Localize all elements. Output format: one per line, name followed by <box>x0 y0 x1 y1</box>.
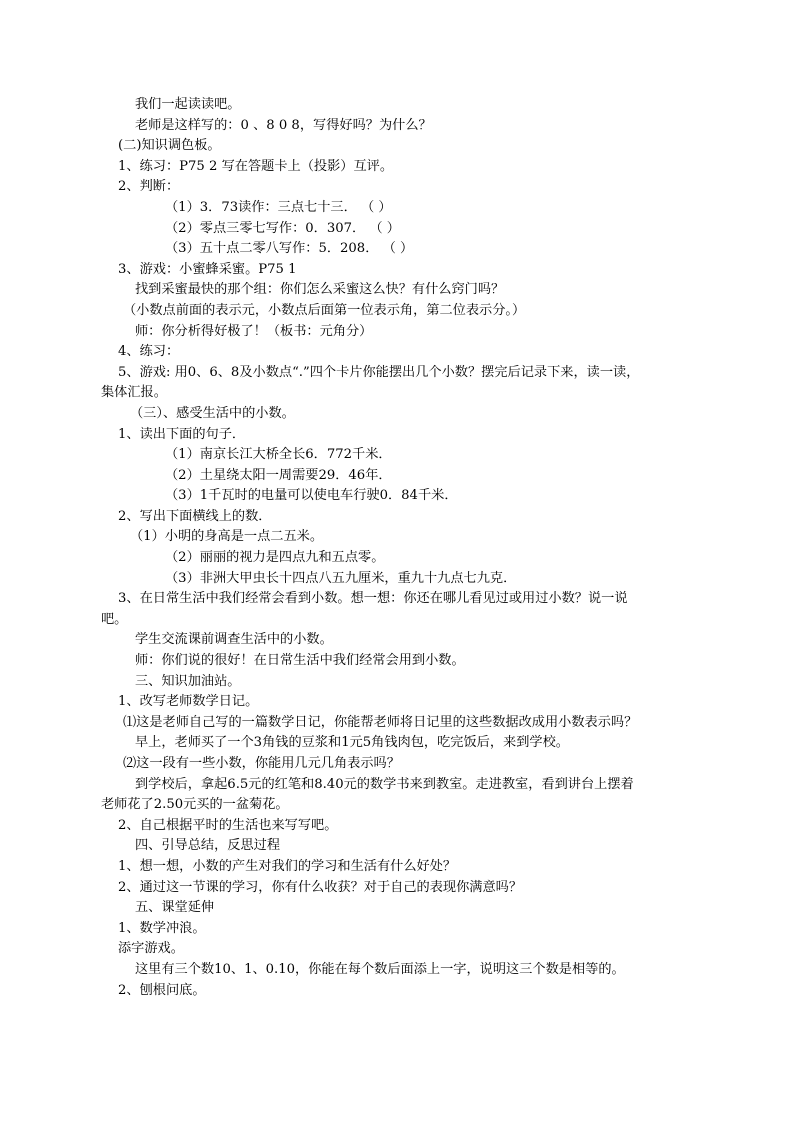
text-line: （1）3．73读作：三点七十三． （ ） <box>165 199 392 215</box>
text-line: 1、改写老师数学日记。 <box>118 694 259 710</box>
text-line: 集体汇报。 <box>101 385 167 401</box>
section-heading: （三）、感受生活中的小数。 <box>130 405 295 421</box>
text-line: 2、写出下面横线上的数． <box>118 508 272 524</box>
text-line: 吧。 <box>101 611 128 627</box>
section-heading: 五、课堂延伸 <box>135 900 215 916</box>
text-line: 2、通过这一节课的学习，你有什么收获？对于自己的表现你满意吗？ <box>118 879 523 895</box>
text-line: 2、自己根据平时的生活也来写写吧。 <box>118 817 338 833</box>
text-line: 2、刨根问底。 <box>118 982 206 998</box>
text-line: 到学校后，拿起6.5元的红笔和8.40元的数学书来到教室。走进教室，看到讲台上摆着 <box>135 776 634 792</box>
text-line: （3）五十点二零八写作：5．208． （ ） <box>165 241 414 257</box>
text-line: 师：你们说的很好！在日常生活中我们经常会用到小数。 <box>135 653 465 669</box>
text-line: （2）零点三零七写作：0．307． （ ） <box>165 220 400 236</box>
text-line: （1）小明的身高是一点二五米。 <box>130 529 324 545</box>
text-line: （3）1千瓦时的电量可以使电车行驶0．84千米． <box>165 488 458 504</box>
text-line: 学生交流课前调查生活中的小数。 <box>135 632 333 648</box>
text-line: ⑴这是老师自己写的一篇数学日记，你能帮老师将日记里的这些数据改成用小数表示吗？ <box>123 714 638 730</box>
document-body <box>101 95 684 1001</box>
text-line: 老师花了2.50元买的一盆菊花。 <box>101 797 289 813</box>
text-line: 1、数学冲浪。 <box>118 920 206 936</box>
text-line: ⑵这一段有一些小数，你能用几元几角表示吗？ <box>123 756 400 771</box>
text-line: 找到采蜜最快的那个组：你们怎么采蜜这么快？有什么窍门吗？ <box>135 282 505 298</box>
text-line: 1、读出下面的句子． <box>118 426 246 442</box>
text-line: 2、判断： <box>118 179 180 195</box>
section-heading: 四、引导总结，反思过程 <box>135 838 281 854</box>
text-line: 师：你分析得好极了！（板书：元角分） <box>135 323 373 339</box>
section-heading: 三、知识加油站。 <box>135 673 241 689</box>
section-heading: (二)知识调色板。 <box>118 138 221 154</box>
text-line: 4、练习： <box>118 344 180 360</box>
text-line: 我们一起读读吧。 <box>135 97 241 112</box>
text-line: 3、在日常生活中我们经常会看到小数。想一想：你还在哪儿看见过或用过小数？说一说 <box>118 591 628 607</box>
text-line: （1）南京长江大桥全长6．772千米． <box>165 447 392 463</box>
text-line: 早上，老师买了一个3角钱的豆浆和1元5角钱肉包，吃完饭后，来到学校。 <box>135 735 569 751</box>
text-line: 添字游戏。 <box>118 941 184 957</box>
text-line: （2）土星绕太阳一周需要29．46年． <box>165 467 392 483</box>
text-line: 5、游戏: 用0、6、8及小数点“.”四个卡片你能摆出几个小数？摆完后记录下来，读一读， <box>118 364 640 380</box>
text-line: 1、想一想，小数的产生对我们的学习和生活有什么好处？ <box>118 858 457 874</box>
text-line: （小数点前面的表示元，小数点后面第一位表示角，第二位表示分。） <box>123 302 526 318</box>
text-line: 这里有三个数10、1、0.10，你能在每个数后面添上一字，说明这三个数是相等的。 <box>135 961 625 977</box>
text-line: （3）非洲大甲虫长十四点八五九厘米，重九十九点七九克． <box>165 570 517 586</box>
text-line: 老师是这样写的：0 、8 0 8，写得好吗？为什么？ <box>135 117 432 133</box>
text-line: 3、游戏：小蜜蜂采蜜。P75 1 <box>118 261 297 277</box>
text-line: （2）丽丽的视力是四点九和五点零。 <box>165 550 385 566</box>
text-line: 1、练习：P75 2 写在答题卡上（投影）互评。 <box>118 158 394 174</box>
